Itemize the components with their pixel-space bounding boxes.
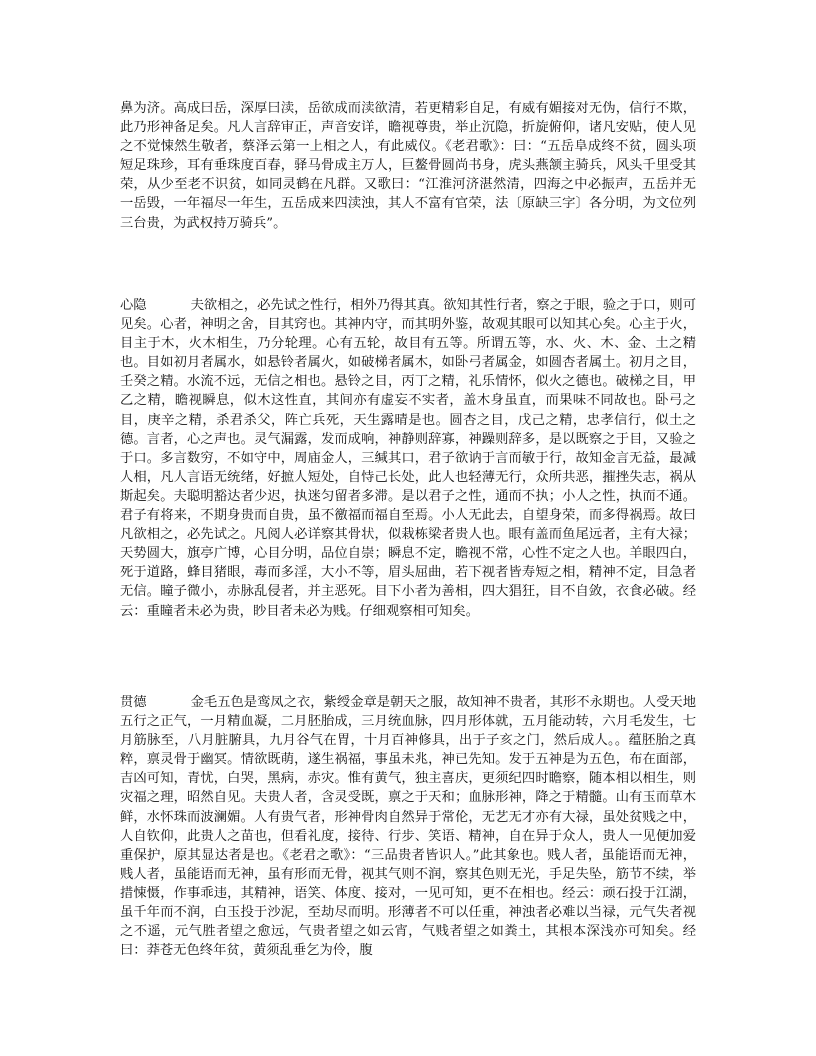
section-text: 金毛五色是鸾凤之衣，紫绶金章是朝天之服，故知神不贵者，其形不永期也。人受天地五行之正气，一月精血凝，二月胚胎成，三月统血脉，四月形体就，五月能动转，六月毛发生，七月筋脉至，八月脏腑具，九月谷气在胃，十月百神修具，出于子亥之门，然后成人。。蕴胚胎之真粹，禀灵骨于幽冥。情欲既萌，遂生祸福，事虽未兆，神已先知。发于五神是为五色，布在面部，吉凶可知，青忧，白哭，黑病，赤灾。惟有黄气，独主喜庆，更须纪四时瞻察，随本相以相生，则灾福之理，昭然自见。夫贵人者，含灵受既，禀之于天和；血脉形神，降之于精髓。山有玉而草木鲜，水怀珠而波澜媚。人有贵气者，形神骨肉自然异于常伦，无艺无才亦有大禄，虽处贫贱之中，人自钦仰，此贵人之苗也，但看礼度，接待、行步、笑语、精神，自在异于众人，贵人一见便加爱重保护，原其显达者是也。《老君之歌》：“三品贵者皆识人。”此其象也。贱人者，虽能语而无神，贱人者，虽能语而无神，虽有形而无骨，视其气则不润，察其色则无光，手足失坠，筋节不续，举措悚慑，作事乖违，其精神，语笑、体度、接对，一见可知，更不在相也。经云：顽石投于江湖，虽千年而不润，白玉投于沙泥，至劫尽而明。形薄者不可以任重，神浊者必难以当禄，元气失者视之不遥，元气胜者望之愈远，气贵者望之如云宵，气贱者望之如粪土，其根本深浅亦可知矣。经曰：莽苍无色终年贫，黄须乱垂乞为伶，腹 — [120, 695, 697, 959]
section-text: 夫欲相之，必先试之性行，相外乃得其真。欲知其性行者，察之于眼，验之于口，则可见矣。心者，神明之舍，目其窍也。其神内守，而其明外鉴，故观其眼可以知其心矣。心主于火，目主于木，火木相生，乃分轮理。心有五轮，故目有五等。所谓五等，水、火、木、金、土之精也。目如初月者属水，如悬铃者属火，如破梯者属木，如卧弓者属金，如圆杏者属土。初月之目，壬癸之精。水流不远，无信之相也。悬铃之目，丙丁之精，礼乐情怀，似火之德也。破梯之目，甲乙之精，瞻视瞬息，似木这性直，其间亦有虚妄不实者，盖木身虽直，而果味不同故也。卧弓之目，庚辛之精，杀君杀父，阵亡兵死，天生露晴是也。圆杏之目，戊己之精，忠孝信行，似土之德。言者，心之声也。灵气漏露，发而成响，神静则辞寡，神躁则辞多，是以既察之于目，又验之于口。多言数穷，不如守中，周庙金人，三缄其口，君子欲讷于言而敏于行，故知金言无益，最减人相，凡人言语无统绪，好摭人短处，自恃己长处，此人也轻薄无行，众所共恶，摧挫失志，祸从斯起矣。夫聪明豁达者少迟，执迷匀留者多滞。是以君子之性，通而不执；小人之性，执而不通。君子有将来，不期身贵而自贵，虽不徼福而福自至焉。小人无此去，自望身荣，而多得祸焉。故曰凡欲相之，必先试之。凡阅人必详察其骨状，似栽栋梁者贵人也。眼有盖而鱼尾远者，主有大禄；天势圆大，旗亭广博，心目分明，品位自崇；瞬息不定，瞻视不常，心性不定之人也。羊眼四白，死于道路，蜂目猪眼，毒而多淫，大小不等，眉头屈曲，若下视者皆寿短之相，精神不定，目急者无信。瞳子微小，赤脉乱侵者，并主恶死。目下小者为善相，四大猖狂，目不自敛，衣食必破。经云：重瞳者未必为贵，眇目者未必为贱。仔细观察相可知矣。 — [120, 298, 697, 619]
section-heading: 贯德 — [120, 695, 147, 710]
section-heading: 心隐 — [120, 298, 147, 313]
section-guande — [120, 693, 696, 960]
document-page — [120, 0, 696, 1056]
section-xinyin — [120, 296, 696, 621]
paragraph-text: 鼻为济。高成曰岳，深厚曰渎，岳欲成而渎欲清，若更精彩自足，有威有媚接对无伪，信行不欺，此乃形神备足矣。凡人言辞审正，声音安详，瞻视尊贵，举止沉隐，折旋俯仰，诸凡安贴，使人见之不觉悚然生敬者，蔡泽云第一上相之人，有此威仪。《老君歌》：曰：“五岳阜成终不贫，圆头项短足珠珍，耳有垂珠度百春，驿马骨成主万人，巨鳌骨圆尚书身，虎头燕颔主骑兵，风头千里受其荣，从少至老不识贫，如同灵鹤在凡群。又歌曰：“江淮河济湛然清，四海之中必振声，五岳并无一岳毁，一年福尽一年生，五岳成来四渎浊，其人不富有官荣，法〔原缺三字〕各分明，为文位列三台贵，为武权持万骑兵”。 — [120, 101, 696, 231]
paragraph-continuation — [120, 99, 696, 233]
